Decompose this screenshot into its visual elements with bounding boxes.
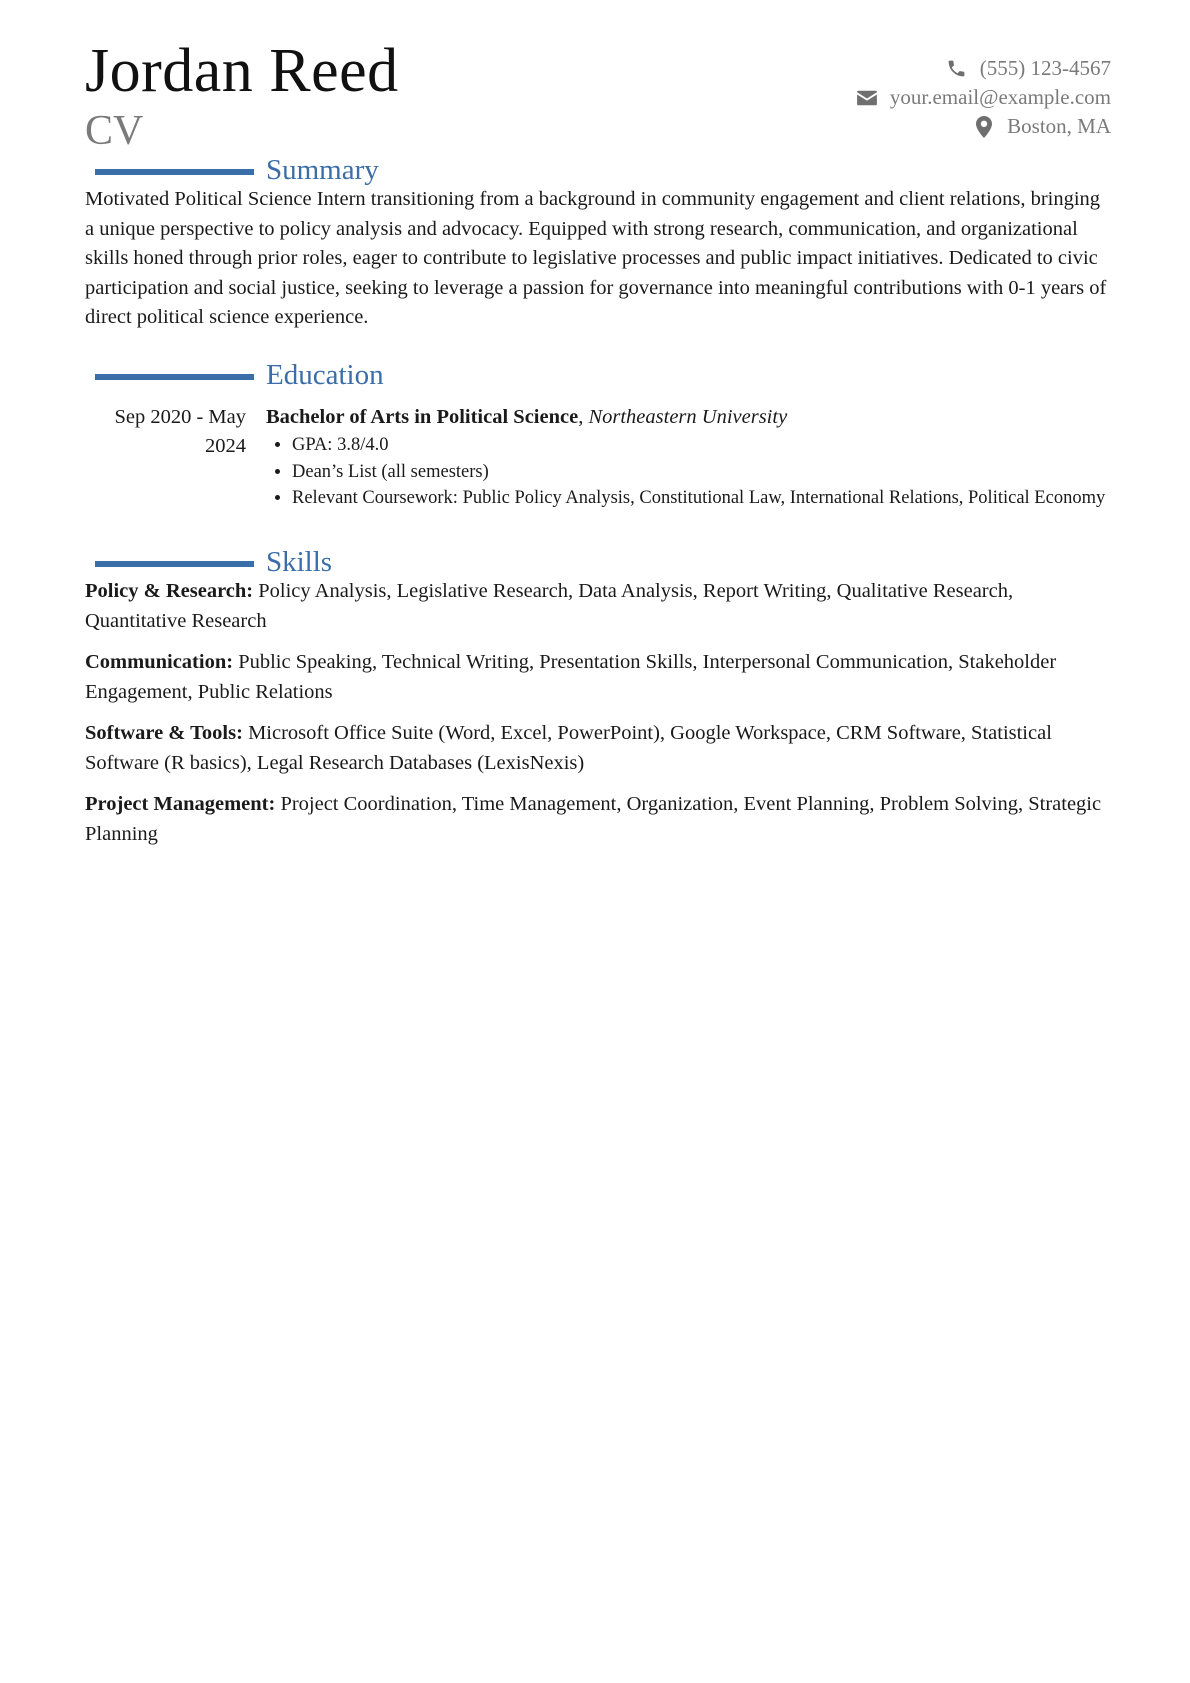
skill-items: Public Speaking, Technical Writing, Presentation Skills, Interpersonal Communication, Stakeholder Engagement, Public Relations [85,651,1057,703]
skill-items: Policy Analysis, Legislative Research, Data Analysis, Report Writing, Qualitative Research, Quantitative Research [85,580,1014,632]
contact-location [856,112,1111,141]
skill-group [85,790,1110,849]
contact-phone[interactable] [856,54,1111,83]
skill-category: Software & Tools: [85,722,243,744]
candidate-name: Jordan Reed [85,37,399,105]
skills-section-header [95,546,1095,578]
education-section-header [95,359,1095,391]
summary-section-header [95,154,1095,186]
contact-block [856,54,1111,141]
skill-items: Microsoft Office Suite (Word, Excel, PowerPoint), Google Workspace, CRM Software, Statistical Software (R basics), Legal Research Databases (LexisNexis) [85,722,1052,774]
phone-icon [946,58,968,80]
degree: Bachelor of Arts in Political Science [266,406,579,428]
section-rule [95,169,254,175]
skill-category: Communication: [85,651,234,673]
skill-group [85,648,1110,707]
summary-title: Summary [266,154,379,186]
skills-list [85,577,1110,861]
school: Northeastern University [588,406,788,428]
education-detail-item: • Dean’s List (all semesters) [292,459,1110,486]
degree-separator: , [578,406,589,428]
envelope-icon [856,87,878,109]
education-details [266,432,1110,512]
summary-text: Motivated Political Science Intern transitioning from a background in community engagement and client relations, bringing a unique perspective to policy analysis and advocacy. Equipped with strong research, communication, and organizational skills honed through prior roles, eager to contribute to legislative processes and public impact initiatives. Dedicated to civic participation and social justice, seeking to leverage a passion for governance into meaningful contributions with 0-1 years of direct political science experience. [85,188,1107,328]
education-heading [266,403,1110,432]
education-detail-item: • GPA: 3.8/4.0 [292,432,1110,459]
education-detail-item: • Relevant Coursework: Public Policy Analysis, Constitutional Law, International Relations, Political Economy [292,485,1110,512]
skill-group [85,719,1110,778]
education-title: Education [266,359,384,391]
skills-title: Skills [266,546,333,578]
map-marker-icon [973,116,995,138]
phone-text: (555) 123-4567 [979,56,1111,80]
skill-group [85,577,1110,636]
location-text: Boston, MA [1007,114,1111,138]
section-rule [95,561,254,567]
section-rule [95,374,254,380]
email-text: your.email@example.com [889,85,1111,109]
contact-email[interactable] [856,83,1111,112]
education-dates: Sep 2020 - May 2024 [114,406,246,457]
education-entry [266,403,1110,512]
skill-items: Project Coordination, Time Management, Organization, Event Planning, Problem Solving, Strategic Planning [85,793,1102,845]
skill-category: Project Management: [85,793,276,815]
document-type: CV [85,108,144,154]
skill-category: Policy & Research: [85,580,254,602]
